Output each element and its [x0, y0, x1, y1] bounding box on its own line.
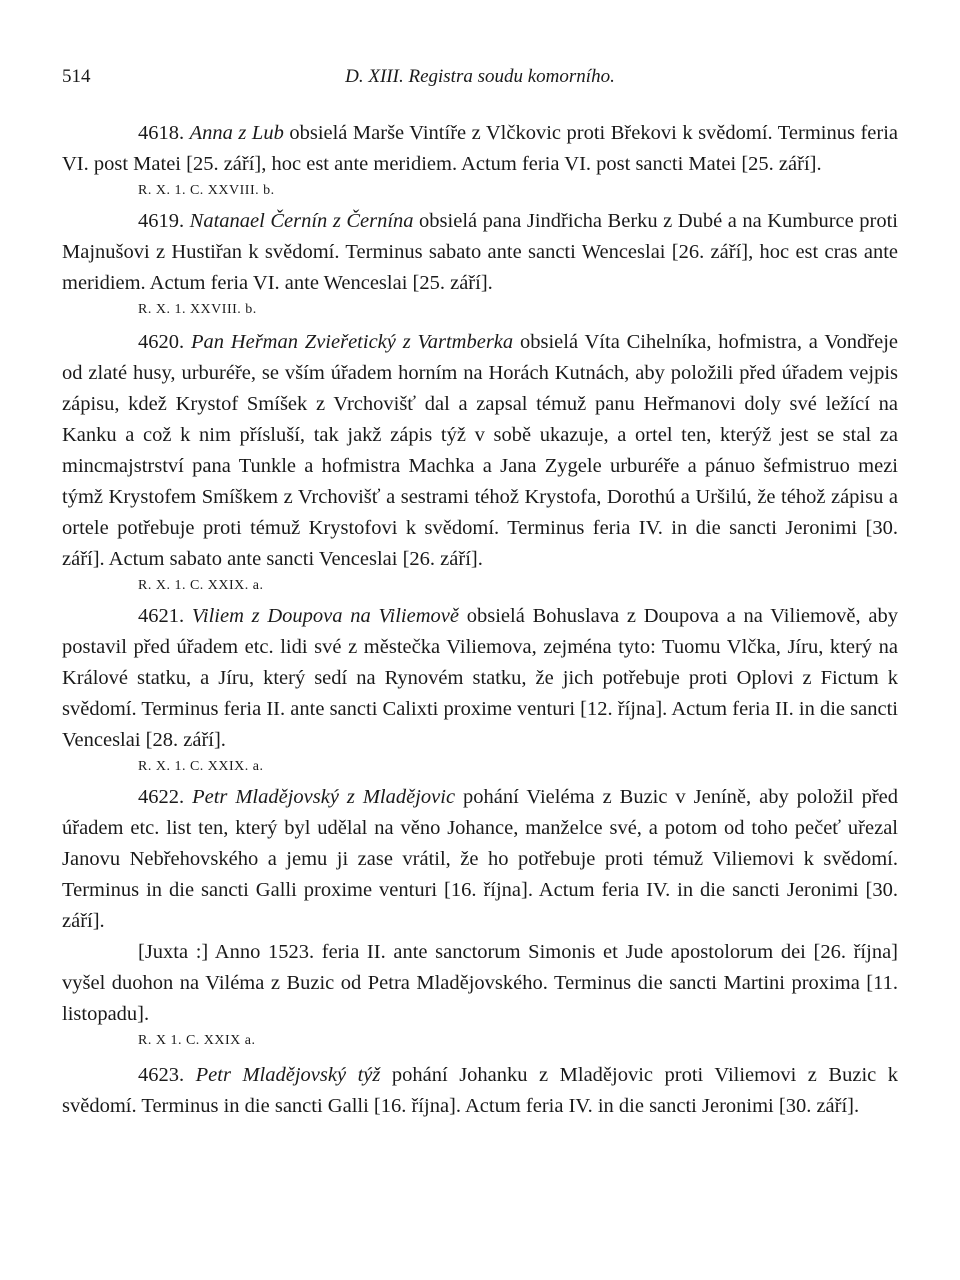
entry-paragraph — [62, 327, 898, 575]
entry-party-name: Natanael Černín z Černína — [189, 210, 414, 232]
entry-number: 4622. — [138, 786, 185, 808]
entry-4622 — [62, 782, 898, 1052]
entry-4620 — [62, 327, 898, 597]
running-title: D. XIII. Registra soudu komorního. — [345, 66, 615, 87]
entry-number: 4619. — [138, 210, 185, 232]
entry-party-name: Viliem z Doupova na Viliemově — [191, 605, 459, 627]
entry-paragraph — [62, 1060, 898, 1122]
entry-paragraph — [62, 601, 898, 756]
entry-number: 4618. — [138, 122, 185, 144]
entry-body: obsielá Marše Vintíře z Vlčkovic proti Břekovi k svědomí. Terminus feria VI. post Matei [25. září], hoc est ante meridiem. Actum feria VI. post sancti Matei [25. září]. — [62, 122, 899, 175]
entry-body: obsielá Víta Cihelníka, hofmistra, a Vondřeje od zlaté husy, urburéře, se vším úřadem horním na Horách Kutnách, aby položili před úřadem vejpis zápisu, kdež Krystof Smíšek z Vrchovišť dal a zapsal témuž panu Heřmanovi doly své ležící na Kanku a což k nim přísluší, tak jakž zápis týž v sobě ukazuje, a ortel ten, kterýž jest se stal za mincmajstrství pana Tunkle a hofmistra Machka a Jana Zygele urburéře a pánuo šefmistruo mezi týmž Krystofem Smíškem z Vrchovišť a sestrami téhož Krystofa, Dorothú a Uršilú, že téhož zápisu a ortele potřebuje proti témuž Krystofovi k svědomí. Terminus feria IV. in die sancti Jeronimi [30. září]. Actum sabato ante sancti Venceslai [26. září]. — [62, 331, 898, 570]
entry-body: obsielá pana Jindřicha Berku z Dubé a na Kumburce proti Majnušovi z Hustiřan k svědomí. Terminus sabato ante sancti Wenceslai [26. září], hoc est cras ante meridiem. Actum feria VI. ante Wenceslai [25. září]. — [62, 210, 898, 294]
entry-party-name: Anna z Lub — [189, 122, 284, 144]
entry-party-name: Pan Heřman Zvieřetický z Vartmberka — [190, 331, 514, 353]
archival-reference: R. X. 1. C. XXIX. a. — [138, 578, 264, 593]
document-page — [62, 60, 898, 1122]
entry-4619 — [62, 206, 898, 321]
entry-paragraph — [62, 782, 898, 937]
entry-party-name: Petr Mladějovský týž — [195, 1064, 381, 1086]
entry-number: 4620. — [138, 331, 185, 353]
archival-reference: R. X. 1. C. XXVIII. b. — [138, 183, 275, 198]
archival-reference: R. X. 1. XXVIII. b. — [138, 302, 257, 317]
page-header — [62, 60, 898, 100]
entry-body: obsielá Bohuslava z Doupova a na Viliemově, aby postavil před úřadem etc. lidi své z městečka Viliemova, zejména tyto: Tuomu Vlčka, Jíru, který na Králové statku, a Jíru, který sedí na Rynovém statku, že jich potřebuje proti Oplovi z Fictum k svědomí. Terminus feria II. ante sancti Calixti proxime venturi [12. října]. Actum feria II. in die sancti Venceslai [28. září]. — [62, 605, 899, 751]
entry-body: pohání Vieléma z Buzic v Jeníně, aby položil před úřadem etc. list ten, který byl udělal na věno Johance, manželce své, a potom od toho pečeť uřezal Janovu Nebřehovského a jemu ji zase vrátil, že ho potřebuje proti témuž Viliemovi k svědomí. Terminus in die sancti Galli proxime venturi [16. října]. Actum feria IV. in die sancti Jeronimi [30. září]. — [62, 786, 898, 932]
entry-number: 4621. — [138, 605, 185, 627]
entry-paragraph — [62, 118, 898, 180]
archival-reference: R. X. 1. C. XXIX. a. — [138, 759, 264, 774]
entry-4621 — [62, 601, 898, 778]
entry-party-name: Petr Mladějovský z Mladějovic — [192, 786, 456, 808]
entry-paragraph — [62, 206, 898, 299]
entry-continuation: [Juxta :] Anno 1523. feria II. ante sanctorum Simonis et Jude apostolorum dei [26. října] vyšel duohon na Viléma z Buzic od Petra Mladějovského. Terminus die sancti Martini proxima [11. listopadu]. — [62, 941, 898, 1025]
entry-body: pohání Johanku z Mladějovic proti Viliemovi z Buzic k svědomí. Terminus in die sancti Galli [16. října]. Actum feria IV. in die sancti Jeronimi [30. září]. — [62, 1064, 899, 1117]
entry-4623 — [62, 1060, 898, 1122]
entry-number: 4623. — [138, 1064, 185, 1086]
archival-reference: R. X 1. C. XXIX a. — [138, 1033, 256, 1048]
page-number: 514 — [62, 66, 91, 87]
entry-4618 — [62, 118, 898, 202]
